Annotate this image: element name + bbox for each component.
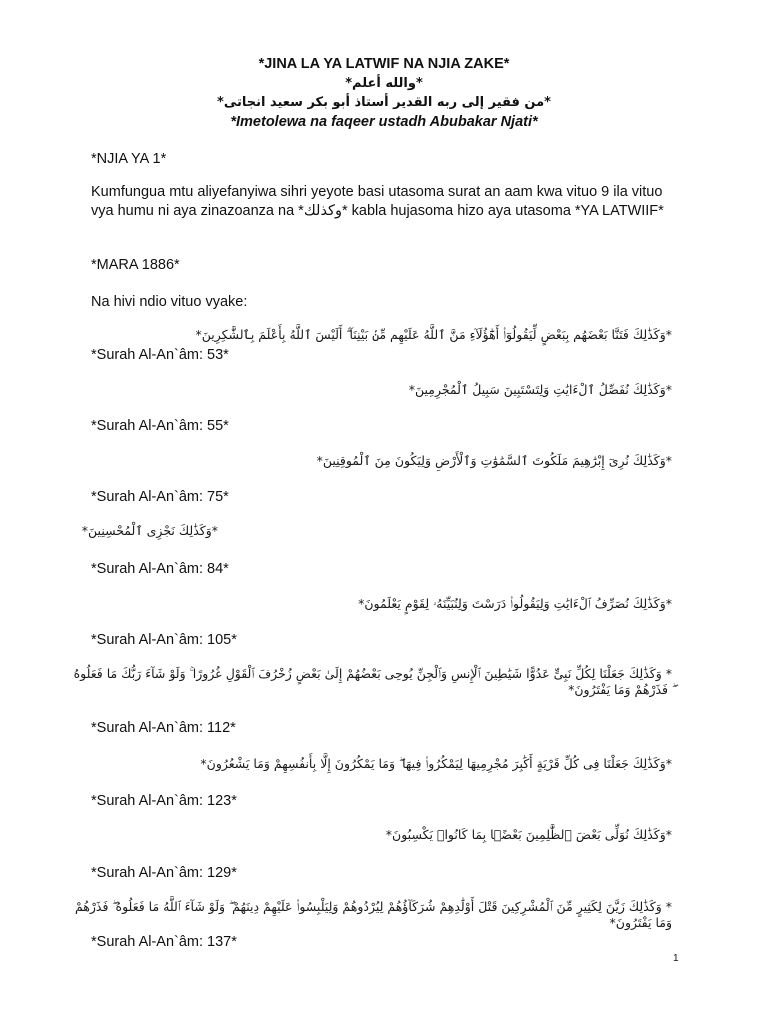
verse-arabic: *وَكَذَٰلِكَ فَتَنَّا بَعْضَهُم بِبَعْضٍ لِّيَقُولُوٓا۟ أَهَٰٓؤُلَآءِ مَنَّ ٱللَّهُ عَلَيْهِم مِّنۢ بَيْنِنَآ ۗ أَلَيْسَ ٱللَّهُ بِأَعْلَمَ بِٱلشَّٰكِرِينَ*: [195, 327, 672, 342]
verse-reference: *Surah Al-An`âm: 123*: [91, 793, 237, 809]
verse-arabic: *وَكَذَٰلِكَ نَجْزِى ٱلْمُحْسِنِينَ*: [81, 523, 218, 538]
repetition-count: *MARA 1886*: [91, 257, 180, 273]
verse-arabic: *وَكَذَٰلِكَ نُرِىٓ إِبْرَٰهِيمَ مَلَكُوتَ ٱلسَّمَٰوَٰتِ وَٱلْأَرْضِ وَلِيَكُونَ مِنَ ٱلْمُوقِنِينَ*: [316, 453, 672, 468]
page-number: 1: [673, 953, 679, 964]
verse-reference: *Surah Al-An`âm: 84*: [91, 561, 229, 577]
verse-reference: *Surah Al-An`âm: 129*: [91, 865, 237, 881]
verse-arabic: *وَكَذَٰلِكَ نُوَلِّى بَعْضَ ٱلظَّٰلِمِينَ بَعْضًۢا بِمَا كَانُوا۟ يَكْسِبُونَ*: [385, 827, 672, 842]
section-heading: *NJIA YA 1*: [91, 151, 167, 167]
verse-arabic: *وَكَذَٰلِكَ جَعَلْنَا فِى كُلِّ قَرْيَةٍ أَكَٰبِرَ مُجْرِمِيهَا لِيَمْكُرُوا۟ فِيهَا ۖ وَمَا يَمْكُرُونَ إِلَّا بِأَنفُسِهِمْ وَمَا يَشْعُرُونَ*: [200, 756, 672, 771]
author-credit: *Imetolewa na faqeer ustadh Abubakar Njati*: [230, 114, 538, 130]
verse-arabic: * وَكَذَٰلِكَ زَيَّنَ لِكَثِيرٍ مِّنَ ٱلْمُشْرِكِينَ قَتْلَ أَوْلَٰدِهِمْ شُرَكَآؤُهُمْ لِيُرْدُوهُمْ وَلِيَلْبِسُوا۟ عَلَيْهِمْ دِينَهُمْ ۖ وَلَوْ شَآءَ ٱللَّهُ مَا فَعَلُوهُ ۖ فَذَرْهُمْ وَمَا يَفْتَرُونَ*: [74, 899, 672, 930]
verse-arabic: *وَكَذَٰلِكَ نُصَرِّفُ ٱلْءَايَٰتِ وَلِيَقُولُوا۟ دَرَسْتَ وَلِنُبَيِّنَهُۥ لِقَوْمٍ يَعْلَمُونَ*: [358, 596, 672, 611]
verse-reference: *Surah Al-An`âm: 137*: [91, 934, 237, 950]
list-intro: Na hivi ndio vituo vyake:: [91, 294, 248, 310]
verse-reference: *Surah Al-An`âm: 53*: [91, 347, 229, 363]
verse-arabic: * وَكَذَٰلِكَ جَعَلْنَا لِكُلِّ نَبِىٍّ عَدُوًّا شَيَٰطِينَ ٱلْإِنسِ وَٱلْجِنِّ يُوحِى بَعْضُهُمْ إِلَىٰ بَعْضٍ زُخْرُفَ ٱلْقَوْلِ غُرُورًا ۚ وَلَوْ شَآءَ رَبُّكَ مَا فَعَلُوهُ ۖ فَذَرْهُمْ وَمَا يَفْتَرُونَ*: [73, 666, 672, 697]
verse-reference: *Surah Al-An`âm: 105*: [91, 632, 237, 648]
intro-paragraph: Kumfungua mtu aliyefanyiwa sihri yeyote basi utasoma surat an aam kwa vituo 9 ila vituo vya humu ni aya zinazoanza na *وكذلك* kabla hujasoma hizo aya utasoma *YA LATWIIF*: [91, 184, 664, 219]
arabic-subtitle: *والله أعلم*: [345, 76, 423, 91]
verse-reference: *Surah Al-An`âm: 55*: [91, 418, 229, 434]
document-header: [0, 55, 768, 132]
verse-arabic: *وَكَذَٰلِكَ نُفَصِّلُ ٱلْءَايَٰتِ وَلِتَسْتَبِينَ سَبِيلُ ٱلْمُجْرِمِينَ*: [408, 382, 672, 397]
verse-reference: *Surah Al-An`âm: 75*: [91, 489, 229, 505]
document-title: *JINA LA YA LATWIF NA NJIA ZAKE*: [258, 56, 510, 72]
verse-reference: *Surah Al-An`âm: 112*: [91, 720, 236, 736]
arabic-author-line: *من فقير إلى ربه القدير أستاذ أبو بكر سعيد انجاتى*: [217, 95, 551, 110]
